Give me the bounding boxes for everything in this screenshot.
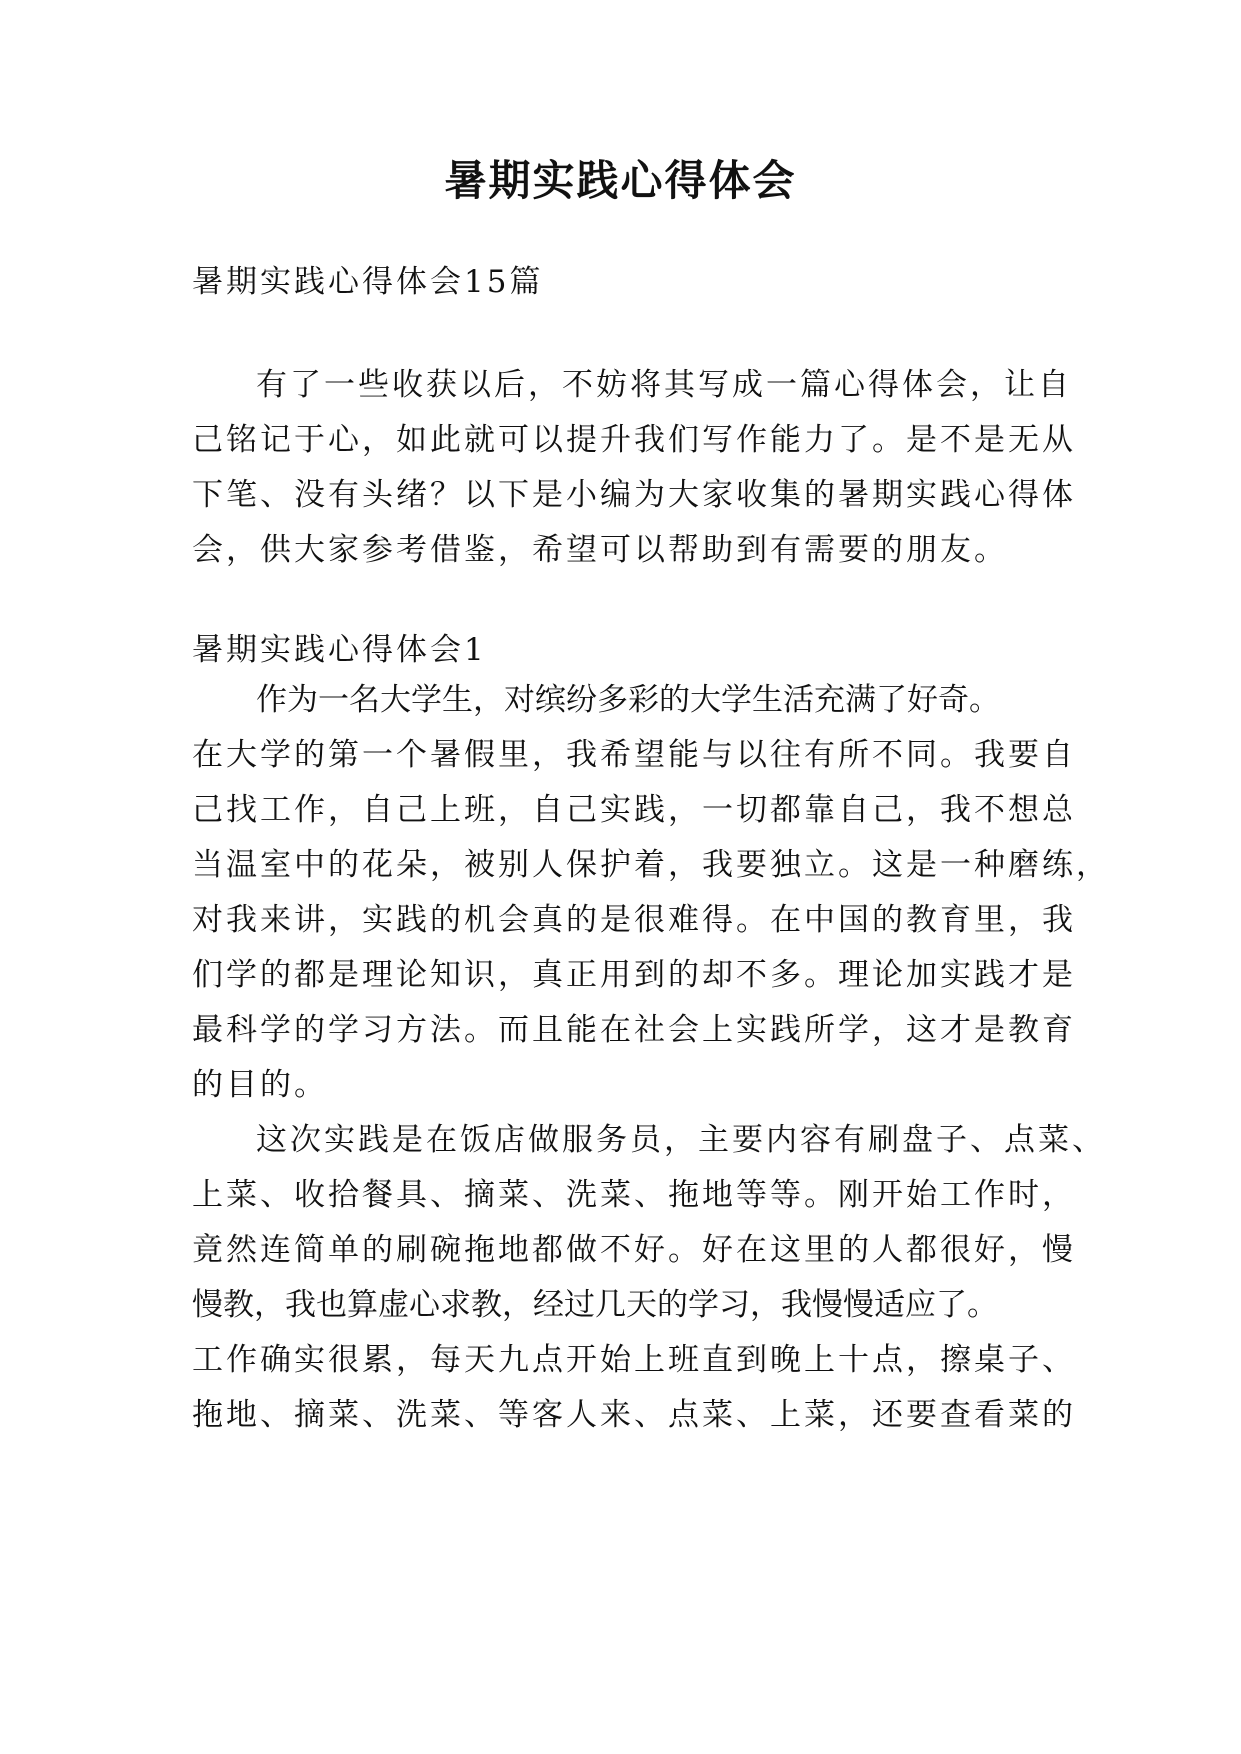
paragraph-line: 最科学的学习方法。而且能在社会上实践所学，这才是教育 xyxy=(192,1012,1076,1048)
paragraph-line: 拖地、摘菜、洗菜、等客人来、点菜、上菜，还要查看菜的 xyxy=(192,1397,1076,1433)
paragraph-line: 工作确实很累，每天九点开始上班直到晚上十点，擦桌子、 xyxy=(192,1342,1076,1378)
intro-line: 会，供大家参考借鉴，希望可以帮助到有需要的朋友。 xyxy=(192,532,1008,568)
paragraph-line: 竟然连简单的刷碗拖地都做不好。好在这里的人都很好，慢 xyxy=(192,1232,1076,1268)
paragraph-line: 对我来讲，实践的机会真的是很难得。在中国的教育里，我 xyxy=(192,902,1076,938)
paragraph-line: 的目的。 xyxy=(192,1067,328,1103)
document-title: 暑期实践心得体会 xyxy=(444,156,797,205)
paragraph-line: 慢教，我也算虚心求教，经过几天的学习，我慢慢适应了。 xyxy=(192,1287,998,1323)
paragraph-line: 当温室中的花朵，被别人保护着，我要独立。这是一种磨练， xyxy=(192,847,1110,883)
intro-line: 己铭记于心，如此就可以提升我们写作能力了。是不是无从 xyxy=(192,422,1076,458)
intro-line: 有了一些收获以后，不妨将其写成一篇心得体会，让自 xyxy=(256,367,1072,403)
paragraph-line: 们学的都是理论知识，真正用到的却不多。理论加实践才是 xyxy=(192,957,1076,993)
paragraph-line: 在大学的第一个暑假里，我希望能与以往有所不同。我要自 xyxy=(192,737,1076,773)
intro-line: 下笔、没有头绪？以下是小编为大家收集的暑期实践心得体 xyxy=(192,477,1076,513)
document-subtitle: 暑期实践心得体会15篇 xyxy=(192,264,544,300)
paragraph-line: 作为一名大学生，对缤纷多彩的大学生活充满了好奇。 xyxy=(256,682,1000,718)
paragraph-line: 己找工作，自己上班，自己实践，一切都靠自己，我不想总 xyxy=(192,792,1076,828)
paragraph-line: 这次实践是在饭店做服务员，主要内容有刷盘子、点菜、 xyxy=(256,1122,1106,1158)
section-heading: 暑期实践心得体会1 xyxy=(192,632,487,668)
paragraph-line: 上菜、收拾餐具、摘菜、洗菜、拖地等等。刚开始工作时， xyxy=(192,1177,1076,1213)
